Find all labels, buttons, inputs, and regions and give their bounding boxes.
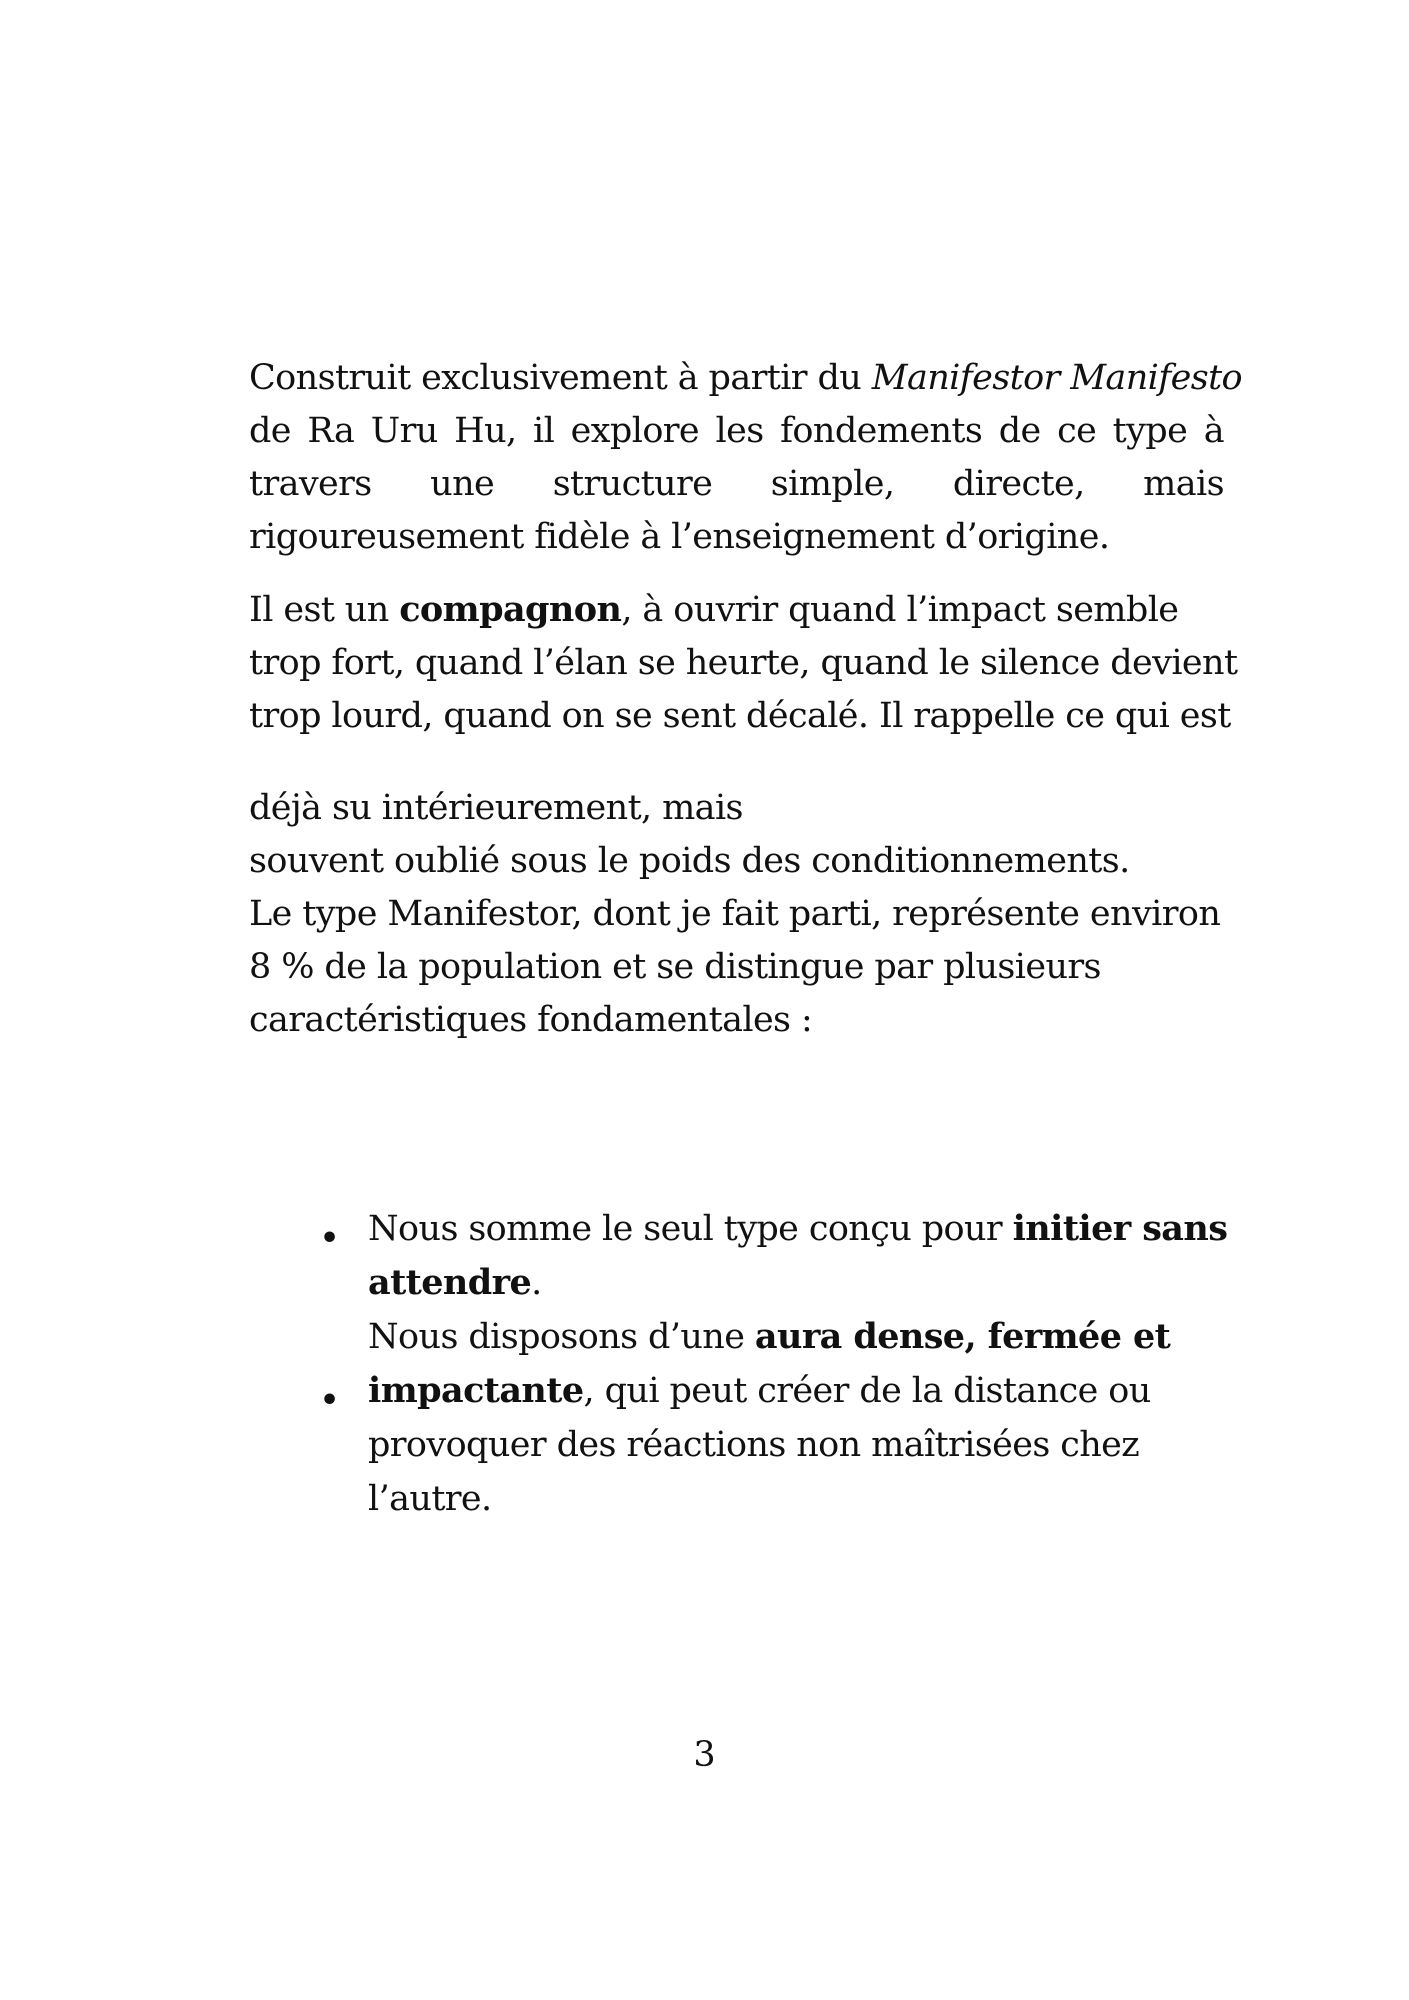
text-line: provoquer des réactions non maîtrisées chez: [368, 1425, 1140, 1465]
word: une: [430, 464, 495, 504]
text-line: souvent oublié sous le poids des conditionnements.: [249, 841, 1130, 881]
word: de: [249, 411, 291, 451]
emphasis: initier sans: [1012, 1208, 1228, 1249]
intro-paragraph: [249, 352, 1243, 564]
companion-paragraph: [249, 583, 1238, 743]
word: type: [1112, 411, 1188, 451]
word: Uru: [370, 411, 438, 451]
text-line: [368, 1364, 1220, 1418]
text-line: l’autre.: [368, 1479, 492, 1519]
word: il: [533, 411, 555, 451]
text-run: .: [531, 1263, 542, 1303]
text-line: trop lourd, quand on se sent décalé. Il rappelle ce qui est: [249, 696, 1231, 736]
word: explore: [570, 411, 700, 451]
emphasis: attendre: [368, 1262, 532, 1303]
emphasis-compagnon: compagnon: [399, 589, 622, 630]
text-line: rigoureusement fidèle à l’enseignement d’origine.: [249, 517, 1110, 557]
word: de: [998, 411, 1041, 451]
word: travers: [249, 464, 372, 504]
text-line: [249, 583, 1224, 637]
list-item: [320, 1310, 1220, 1526]
text-run: Nous somme le seul type conçu pour: [368, 1209, 1013, 1249]
word: à: [1203, 411, 1224, 451]
word: directe,: [952, 464, 1085, 504]
word: les: [715, 411, 764, 451]
characteristics-list: [320, 1202, 1228, 1526]
text-line: Le type Manifestor, dont je fait parti, représente environ: [249, 894, 1221, 934]
manifestor-paragraph: [249, 782, 1224, 1047]
text-line: caractéristiques fondamentales :: [249, 1000, 813, 1040]
text-line: [249, 458, 1224, 511]
word: Hu,: [454, 411, 517, 451]
word: Ra: [307, 411, 355, 451]
emphasis: aura dense, fermée et: [754, 1316, 1171, 1357]
text-line: déjà su intérieurement, mais: [249, 788, 743, 828]
text-run: Construit exclusivement à partir du: [249, 358, 872, 398]
word: ce: [1057, 411, 1097, 451]
emphasis: impactante: [368, 1370, 584, 1411]
text-run: Nous disposons d’une: [368, 1317, 755, 1357]
word: structure: [552, 464, 713, 504]
bullet-icon: •: [320, 1383, 339, 1418]
text-line: [368, 1202, 1228, 1256]
word: fondements: [780, 411, 983, 451]
text-run: , à ouvrir quand l’impact semble: [621, 590, 1179, 630]
text-line: [249, 352, 1243, 405]
text-line: 8 % de la population et se distingue par plusieurs: [249, 947, 1101, 987]
text-line: [368, 1256, 1220, 1310]
bullet-icon: •: [320, 1221, 339, 1256]
word: simple,: [770, 464, 895, 504]
word: mais: [1143, 464, 1224, 504]
text-line: trop fort, quand l’élan se heurte, quand le silence devient: [249, 643, 1238, 683]
book-title: Manifestor Manifesto: [871, 358, 1243, 398]
page-number: 3: [693, 1735, 716, 1775]
text-line: [368, 1310, 1220, 1364]
text-line: [249, 405, 1224, 458]
list-item: [320, 1202, 1228, 1310]
text-run: , qui peut créer de la distance ou: [583, 1371, 1151, 1411]
text-run: Il est un: [249, 590, 400, 630]
